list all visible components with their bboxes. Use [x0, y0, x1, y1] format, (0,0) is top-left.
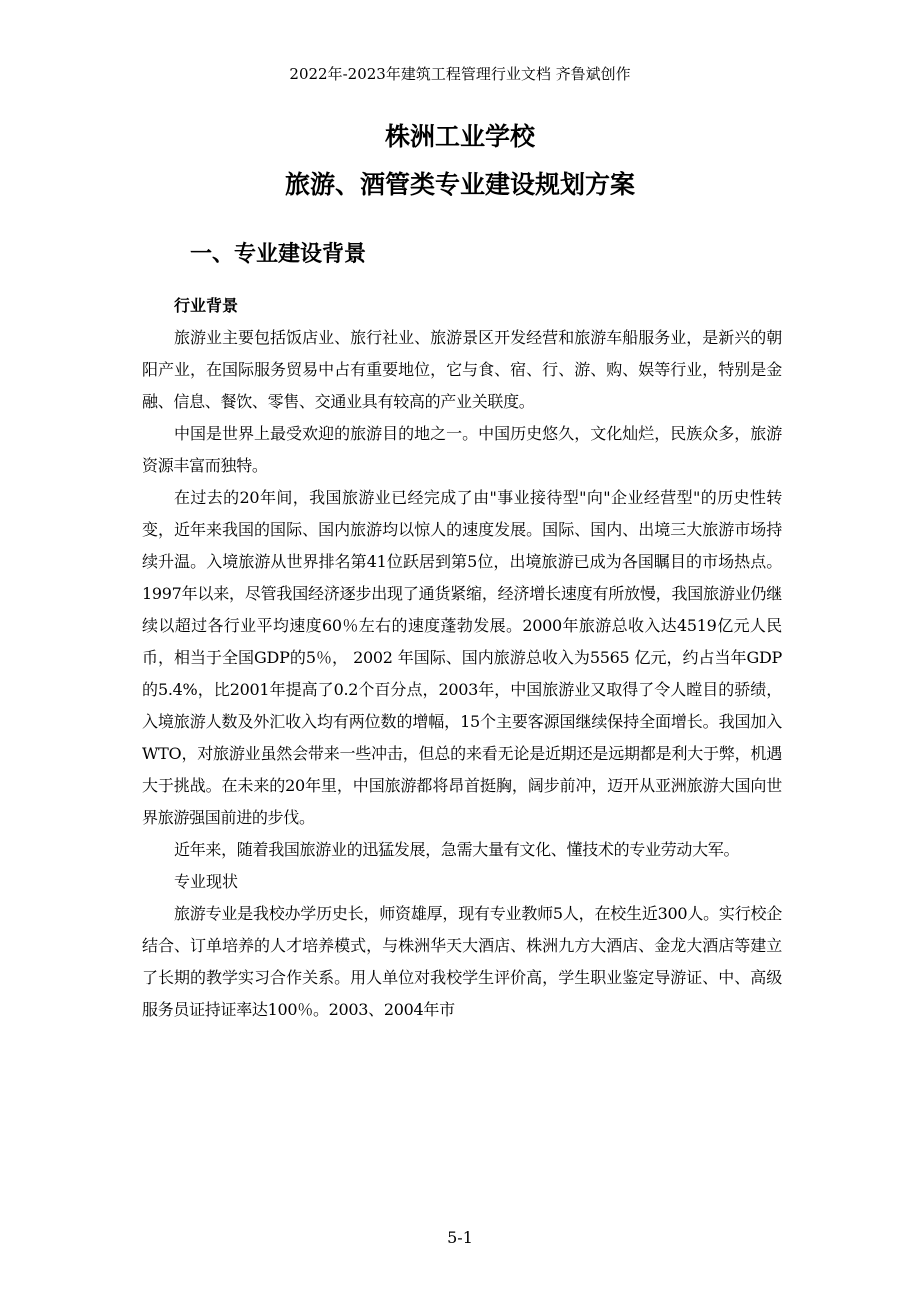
subheading-program-status: 专业现状	[174, 872, 239, 891]
running-header: 2022年-2023年建筑工程管理行业文档 齐鲁斌创作	[289, 65, 631, 83]
paragraph: 旅游专业是我校办学历史长，师资雄厚，现有专业教师5人，在校生近300人。实行校企结合、订单培养的人才培养模式，与株洲华天大酒店、株洲九方大酒店、金龙大酒店等建立了长期的教学实习合作关系。用人单位对我校学生评价高，学生职业鉴定导游证、中、高级服务员证持证率达100％。2003、2004年市	[142, 904, 782, 1019]
subheading-industry-background: 行业背景	[174, 296, 239, 315]
paragraph: 近年来，随着我国旅游业的迅猛发展，急需大量有文化、懂技术的专业劳动大军。	[174, 840, 740, 859]
section-heading-background: 一、专业建设背景	[190, 242, 367, 267]
paragraph: 在过去的20年间，我国旅游业已经完成了由"事业接待型"向"企业经营型"的历史性转变，近年来我国的国际、国内旅游均以惊人的速度发展。国际、国内、出境三大旅游市场持续升温。入境旅游从世界排名第41位跃居到第5位，出境旅游已成为各国瞩目的市场热点。 1997年以来，尽管我国经济逐步出现了通货紧缩，经济增长速度有所放慢，我国旅游业仍继续以超过各行业平均速度60％左右的速度蓬勃发展。2000年旅游总收入达4519亿元人民币，相当于全国GDP的5％， 2002 年国际、国内旅游总收入为5565 亿元，约占当年GDP 的5.4%，比2001年提高了0.2个百分点，2003年，中国旅游业又取得了令人瞠目的骄绩，入境旅游人数及外汇收入均有两位数的增幅，15个主要客源国继续保持全面增长。我国加入WTO，对旅游业虽然会带来一些冲击，但总的来看无论是近期还是远期都是利大于弊，机遇大于挑战。在未来的20年里，中国旅游都将昂首挺胸，阔步前冲，迈开从亚洲旅游大国向世界旅游强国前进的步伐。	[142, 488, 782, 827]
page-number: 5-1	[447, 1228, 473, 1247]
document-title-school: 株洲工业学校	[384, 122, 535, 151]
paragraph: 旅游业主要包括饭店业、旅行社业、旅游景区开发经营和旅游车船服务业，是新兴的朝阳产业，在国际服务贸易中占有重要地位，它与食、宿、行、游、购、娱等行业，特别是金融、信息、餐饮、零售、交通业具有较高的产业关联度。	[142, 328, 782, 411]
document-body	[142, 290, 782, 1026]
document-title-plan: 旅游、酒管类专业建设规划方案	[284, 170, 635, 199]
paragraph: 中国是世界上最受欢迎的旅游目的地之一。中国历史悠久，文化灿烂，民族众多，旅游资源丰富而独特。	[142, 424, 782, 475]
